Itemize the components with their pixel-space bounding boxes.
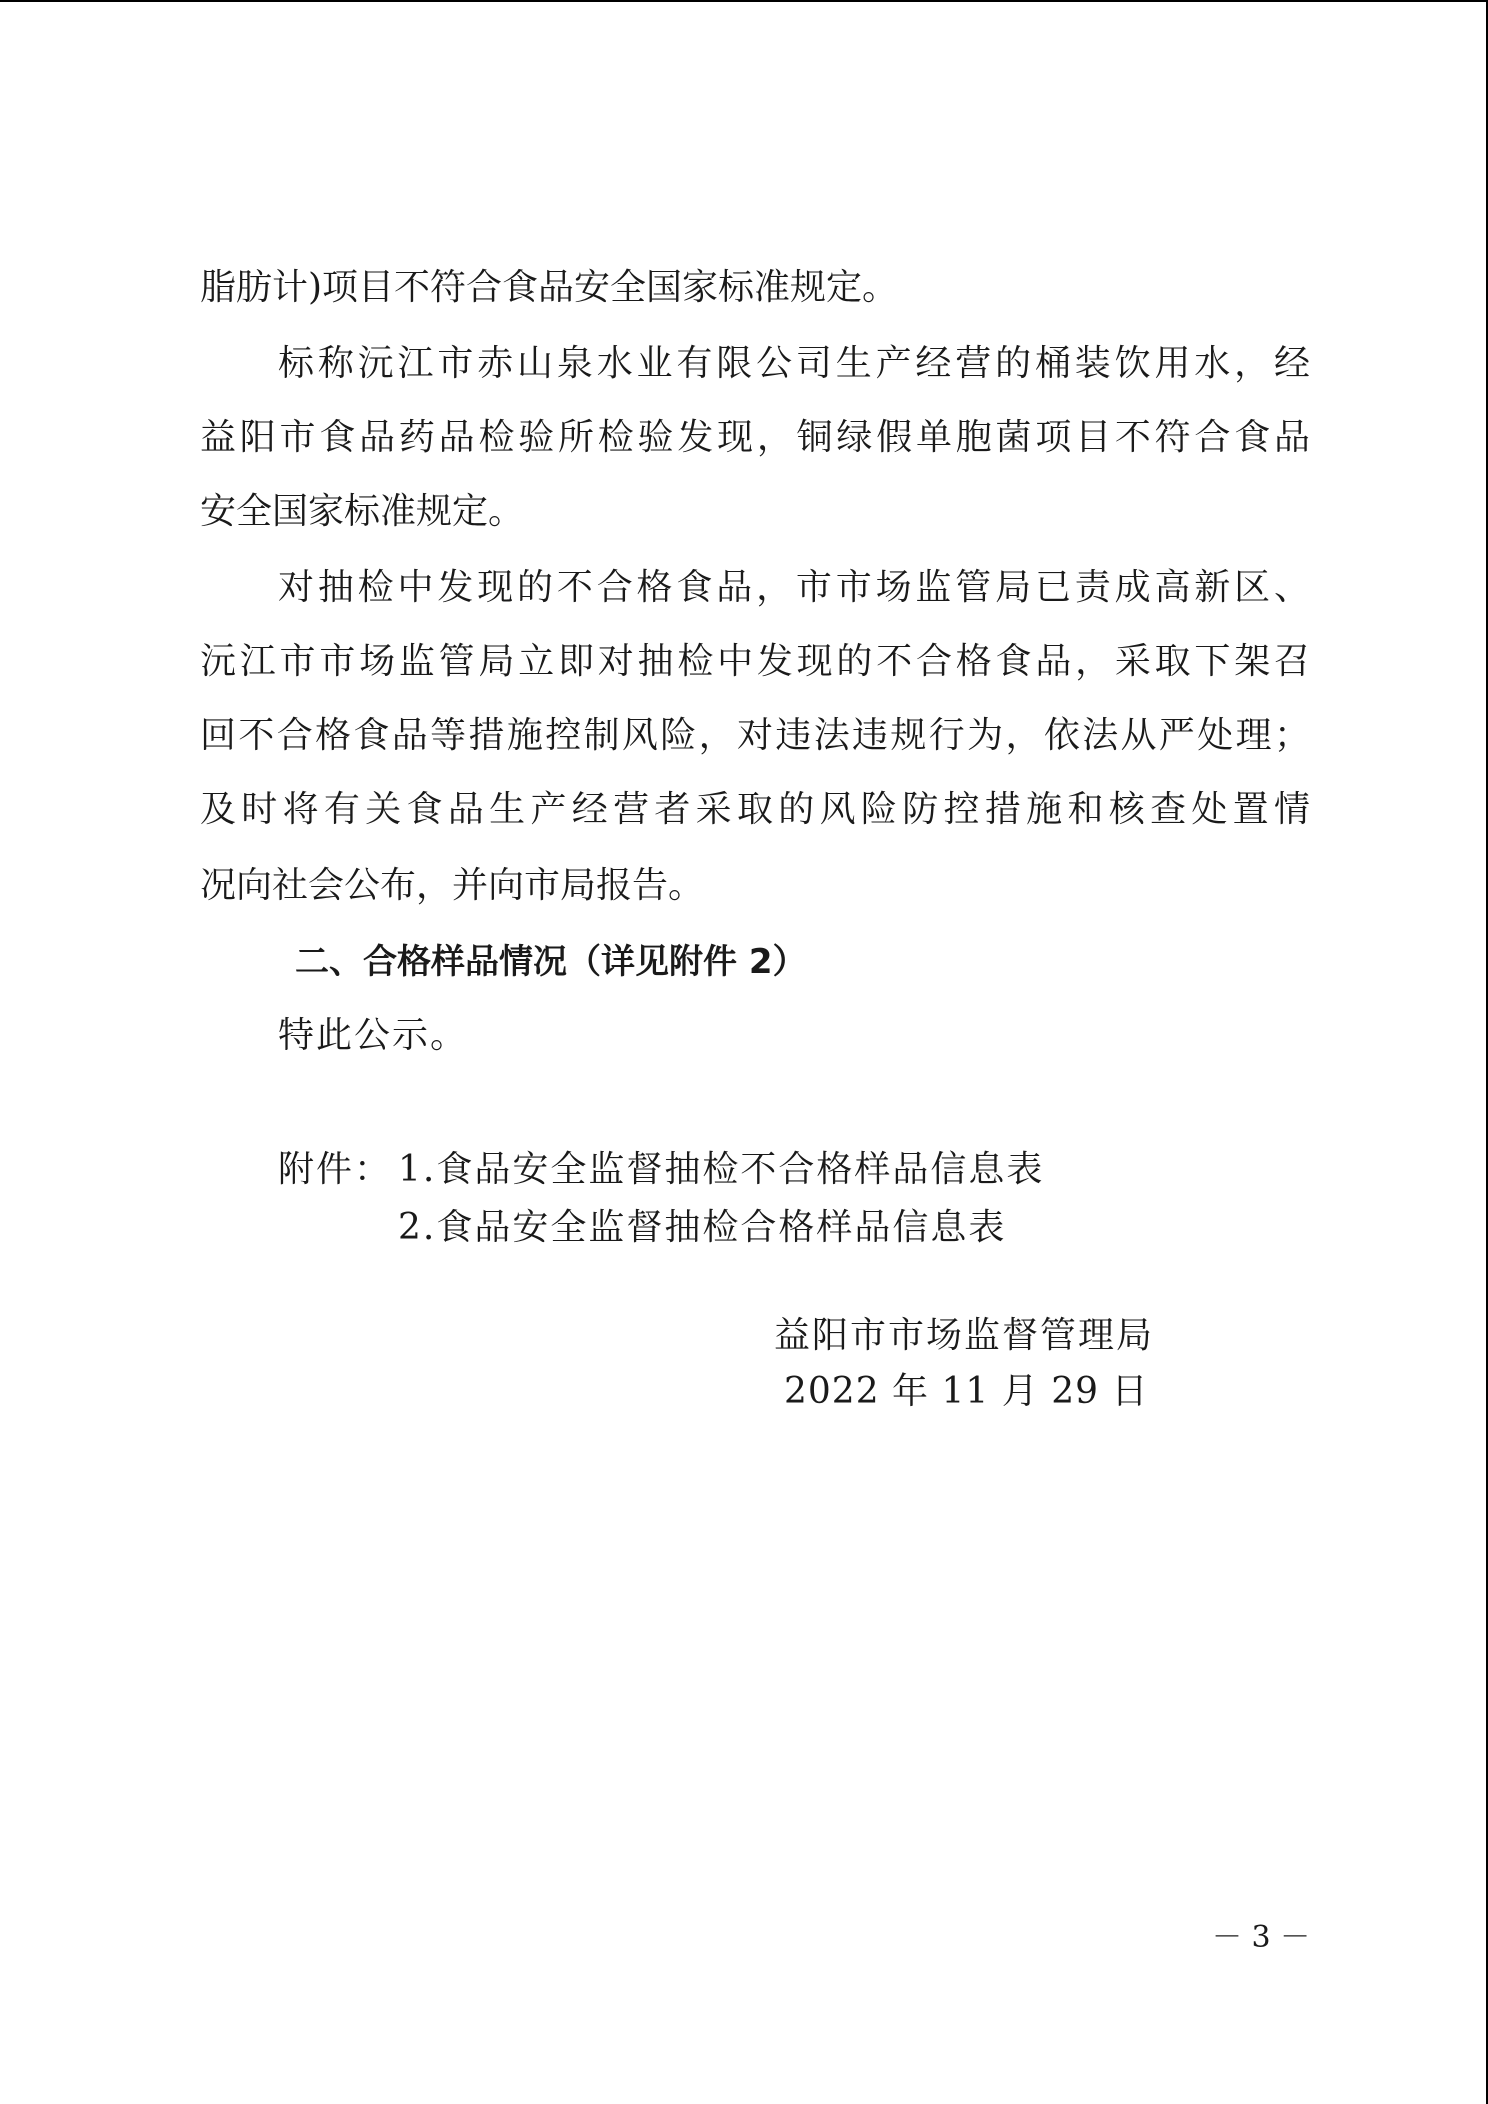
body-line: 回不合格食品等措施控制风险，对违法违规行为，依法从严处理；	[200, 715, 1310, 756]
page-border-top	[0, 0, 1488, 2]
body-line: 况向社会公布，并向市局报告。	[200, 865, 705, 906]
body-line: 安全国家标准规定。	[200, 491, 525, 532]
section-heading: 二、合格样品情况（详见附件 2）	[295, 942, 807, 982]
attachment-item: 2.食品安全监督抽检合格样品信息表	[398, 1207, 1007, 1248]
body-line: 益阳市食品药品检验所检验发现，铜绿假单胞菌项目不符合食品	[200, 417, 1310, 458]
body-line: 对抽检中发现的不合格食品，市市场监管局已责成高新区、	[278, 567, 1310, 608]
body-line: 脂肪计)项目不符合食品安全国家标准规定。	[200, 267, 899, 308]
signature-org: 益阳市市场监督管理局	[774, 1315, 1155, 1356]
signature-date: 2022 年 11 月 29 日	[784, 1371, 1149, 1412]
page-number: － 3 －	[1212, 1920, 1311, 1955]
notice-text: 特此公示。	[278, 1015, 469, 1056]
attachments-label: 附件：	[278, 1149, 393, 1190]
attachment-item: 1.食品安全监督抽检不合格样品信息表	[398, 1149, 1045, 1190]
body-line: 标称沅江市赤山泉水业有限公司生产经营的桶装饮用水，经	[278, 343, 1310, 384]
body-line: 沅江市市场监管局立即对抽检中发现的不合格食品，采取下架召	[200, 641, 1310, 682]
body-line: 及时将有关食品生产经营者采取的风险防控措施和核查处置情	[200, 789, 1310, 830]
